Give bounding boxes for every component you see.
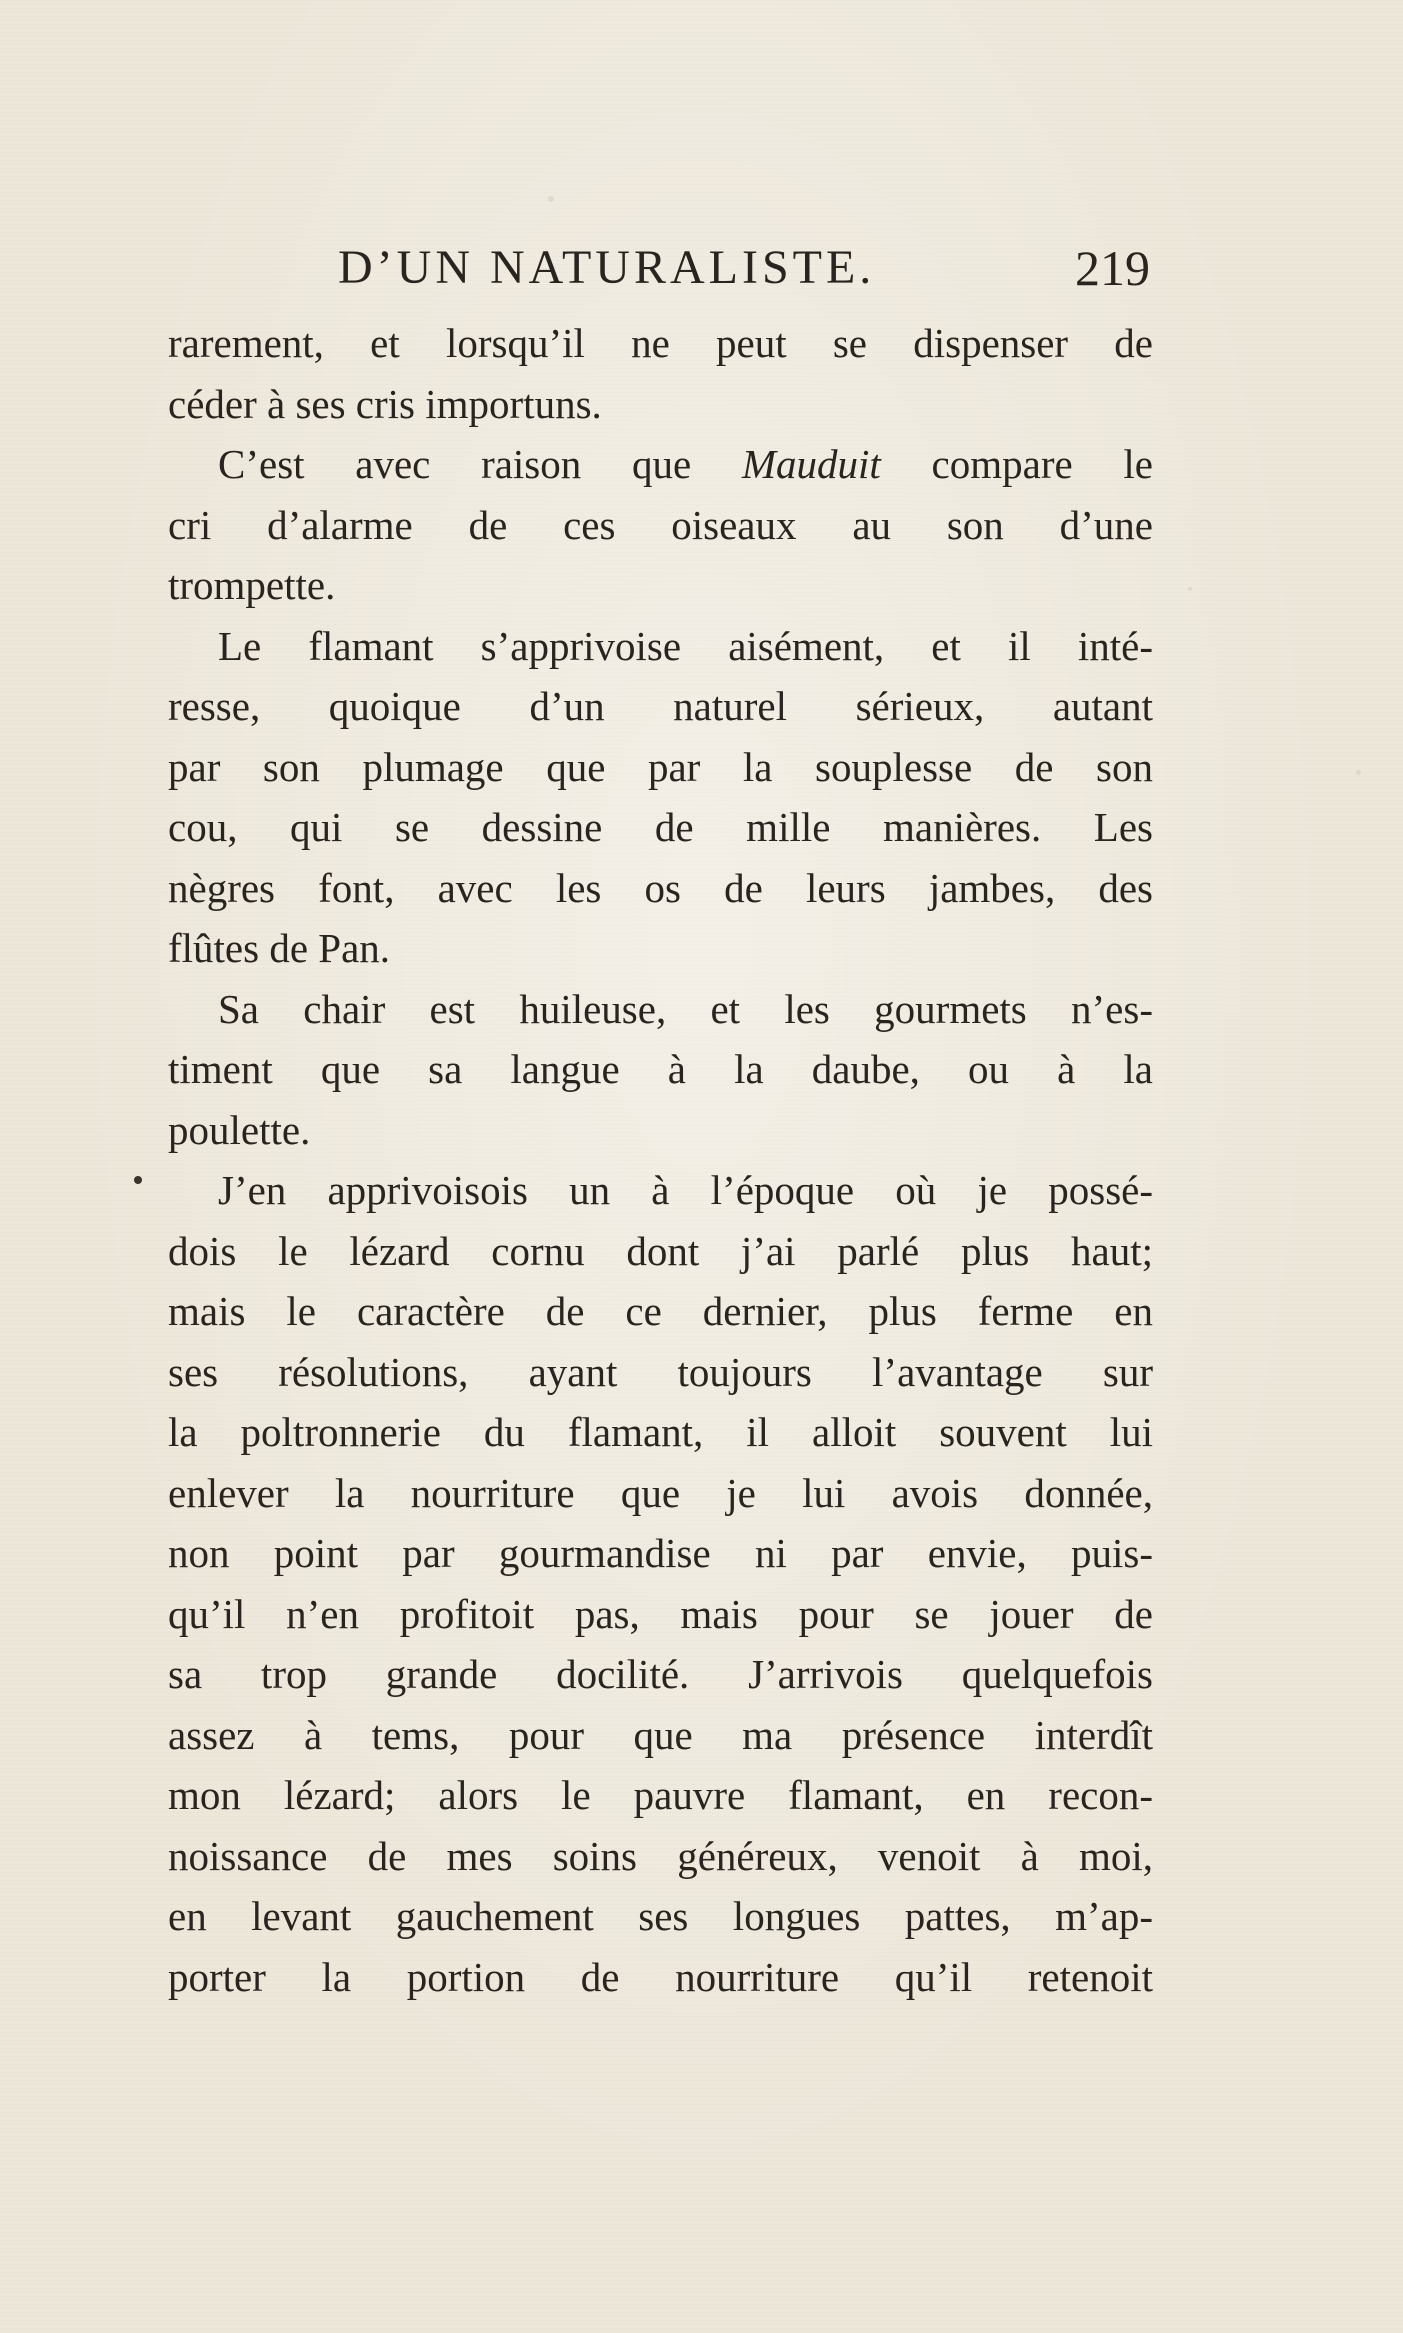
text-line: Sa chair est huileuse, et les gourmets n’es-	[218, 985, 1153, 1032]
page-header	[338, 238, 1150, 298]
text-line: sa trop grande docilité. J’arrivois quelquefois	[168, 1651, 1153, 1697]
running-title: D’UN NATURALISTE.	[338, 241, 876, 294]
text-line: cri d’alarme de ces oiseaux au son d’une	[168, 501, 1153, 548]
paper-stain	[1356, 770, 1361, 775]
text-line: timent que sa langue à la daube, ou à la	[168, 1046, 1153, 1092]
text-line: resse, quoique d’un naturel sérieux, autant	[168, 683, 1153, 729]
text-line: céder à ses cris importuns.	[168, 380, 602, 427]
text-line: dois le lézard cornu dont j’ai parlé plus haut;	[168, 1227, 1153, 1274]
body-text	[168, 313, 1153, 2007]
text-line: Le flamant s’apprivoise aisément, et il inté-	[218, 622, 1153, 669]
text-line: mon lézard; alors le pauvre flamant, en recon-	[168, 1772, 1153, 1818]
page-number: 219	[1075, 240, 1150, 296]
margin-mark	[134, 1176, 142, 1184]
text-line: qu’il n’en profitoit pas, mais pour se jouer de	[168, 1590, 1153, 1637]
text-line: enlever la nourriture que je lui avois donnée,	[168, 1469, 1153, 1516]
text-line: en levant gauchement ses longues pattes, m’ap-	[168, 1893, 1153, 1939]
text-line: rarement, et lorsqu’il ne peut se dispenser de	[168, 320, 1153, 366]
text-line: flûtes de Pan.	[168, 925, 391, 971]
text-line: mais le caractère de ce dernier, plus ferme en	[168, 1288, 1153, 1334]
italic-name: Mauduit	[741, 441, 881, 487]
text-line: trompette.	[168, 562, 336, 608]
text-line: noissance de mes soins généreux, venoit à moi,	[168, 1832, 1153, 1879]
text-line: J’en apprivoisois un à l’époque où je possé-	[218, 1167, 1153, 1213]
text-line: non point par gourmandise ni par envie, puis-	[168, 1530, 1153, 1576]
text-line: cou, qui se dessine de mille manières. Les	[168, 804, 1153, 850]
text-line: poulette.	[168, 1106, 311, 1153]
text-line: par son plumage que par la souplesse de son	[168, 743, 1153, 790]
text-line: C’est avec raison que Mauduit compare le	[218, 441, 1153, 487]
paper-stain	[1188, 587, 1192, 591]
text-line: nègres font, avec les os de leurs jambes, des	[168, 864, 1153, 911]
text-line: assez à tems, pour que ma présence interdît	[168, 1711, 1153, 1758]
text-line: ses résolutions, ayant toujours l’avantage sur	[168, 1348, 1153, 1395]
text-line: porter la portion de nourriture qu’il retenoit	[168, 1953, 1153, 2000]
paper-stain	[548, 196, 554, 202]
text-line: la poltronnerie du flamant, il alloit souvent lui	[168, 1409, 1153, 1455]
